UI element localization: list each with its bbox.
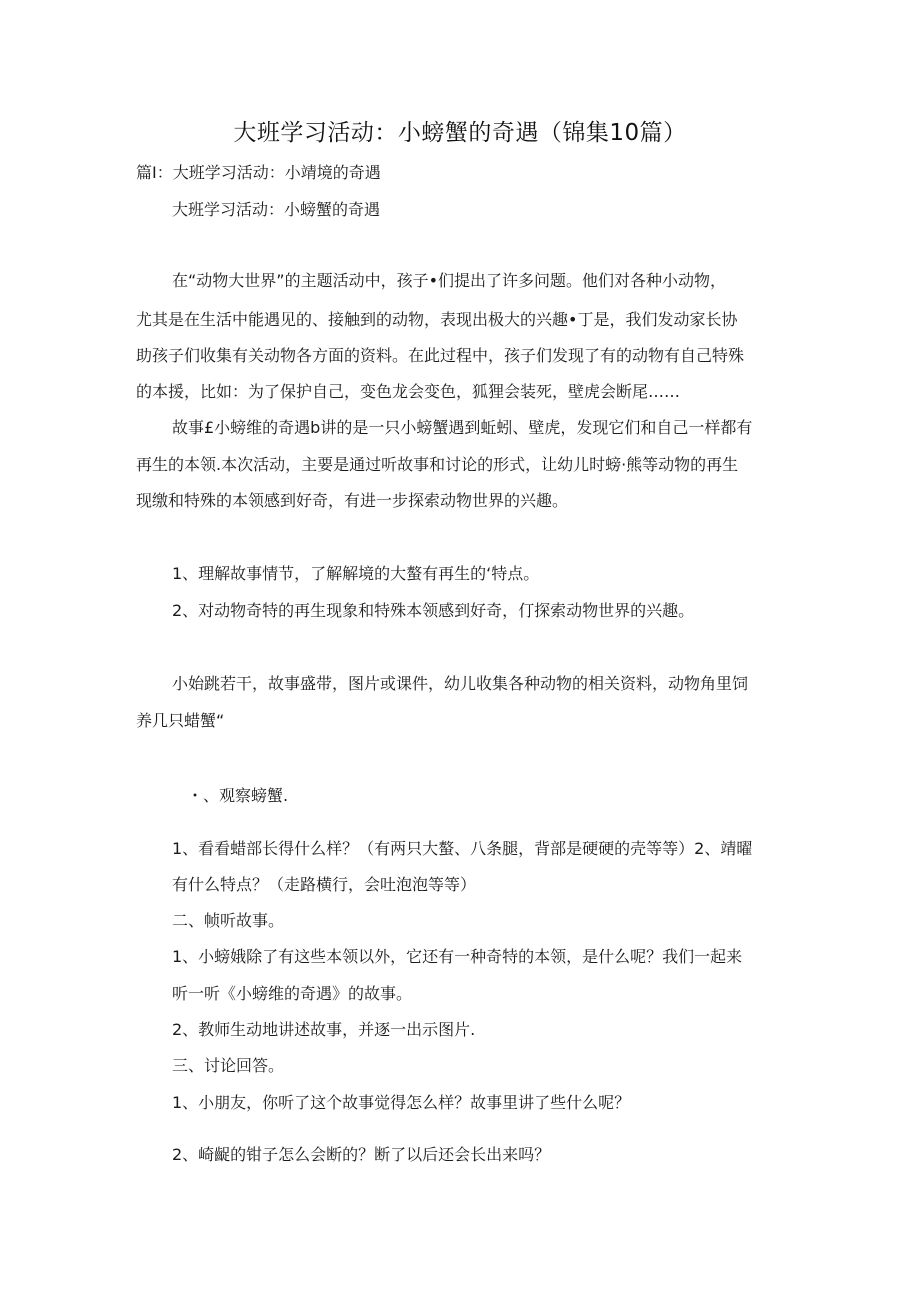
step-item: 2、崎齪的钳子怎么会断的？断了以后还会长出来吗？ (172, 1145, 551, 1164)
story-paragraph-line: 再生的本领.本次活动，主要是通过听故事和讨论的形式，让幼儿时螃·熊等动物的再生 (136, 455, 739, 474)
step-item-continued: 有什么特点？（走路横行，会吐泡泡等等） (172, 875, 477, 894)
story-paragraph-line: 现缴和特殊的本领感到好奇，有进一步探索动物世界的兴趣。 (136, 491, 569, 510)
step-item: 1、小朋友，你听了这个故事觉得怎么样？故事里讲了些什么呢？ (172, 1093, 631, 1112)
goal-item: 1、理解故事情节，了解解境的大螯有再生的‘特点。 (172, 564, 540, 583)
intro-paragraph-line: 尤其是在生活中能遇见的、接触到的动物，表现出极大的兴趣•丁是，我们发动家长协 (136, 310, 738, 329)
goal-item: 2、对动物奇特的再生现象和特殊本领感到好奇，仃探索动物世界的兴趣。 (172, 601, 695, 620)
intro-paragraph-line: 助孩子们收集有关动物各方面的资料。在此过程中，孩子们发现了有的动物有自己特殊 (136, 346, 745, 365)
step-item: 1、看看蜡部长得什么样？（有两只大螯、八条腿，背部是硬硬的壳等等）2、靖曜 (172, 839, 753, 858)
step-item-continued: 听一听《小螃维的奇遇》的故事。 (172, 984, 413, 1003)
intro-paragraph-line: 在“动物大世界”的主题活动中，孩子•们提出了许多问题。他们对各种小动物， (172, 271, 727, 290)
story-paragraph-line: 故事£小螃维的奇遇b讲的是一只小螃蟹遇到蚯蚓、壁虎，发现它们和自己一样都有 (172, 418, 753, 437)
section-heading: ・、观察螃蟹. (187, 786, 289, 805)
document-title: 大班学习活动：小螃蟹的奇遇（锦集10篇） (233, 120, 687, 146)
chapter-heading: 篇I：大班学习活动：小靖境的奇遇 (136, 163, 381, 182)
activity-subtitle: 大班学习活动：小螃蟹的奇遇 (172, 200, 381, 219)
step-item: 2、教师生动地讲述故事，并逐一出示图片. (172, 1020, 476, 1039)
section-heading: 二、帧听故事。 (172, 911, 285, 930)
intro-paragraph-line: 的本援，比如：为了保护自己，变色龙会变色，狐狸会装死，壁虎会断尾…… (136, 382, 681, 401)
materials-paragraph-line: 小始跳若干，故事盛带，图片或课件，幼儿收集各种动物的相关资料，动物角里饲 (172, 674, 749, 693)
step-item: 1、小螃娥除了有这些本领以外，它还有一种奇特的本领，是什么呢？我们一起来 (172, 947, 743, 966)
section-heading: 三、讨论回答。 (172, 1056, 285, 1075)
materials-paragraph-line: 养几只蜡蟹“ (136, 711, 225, 730)
